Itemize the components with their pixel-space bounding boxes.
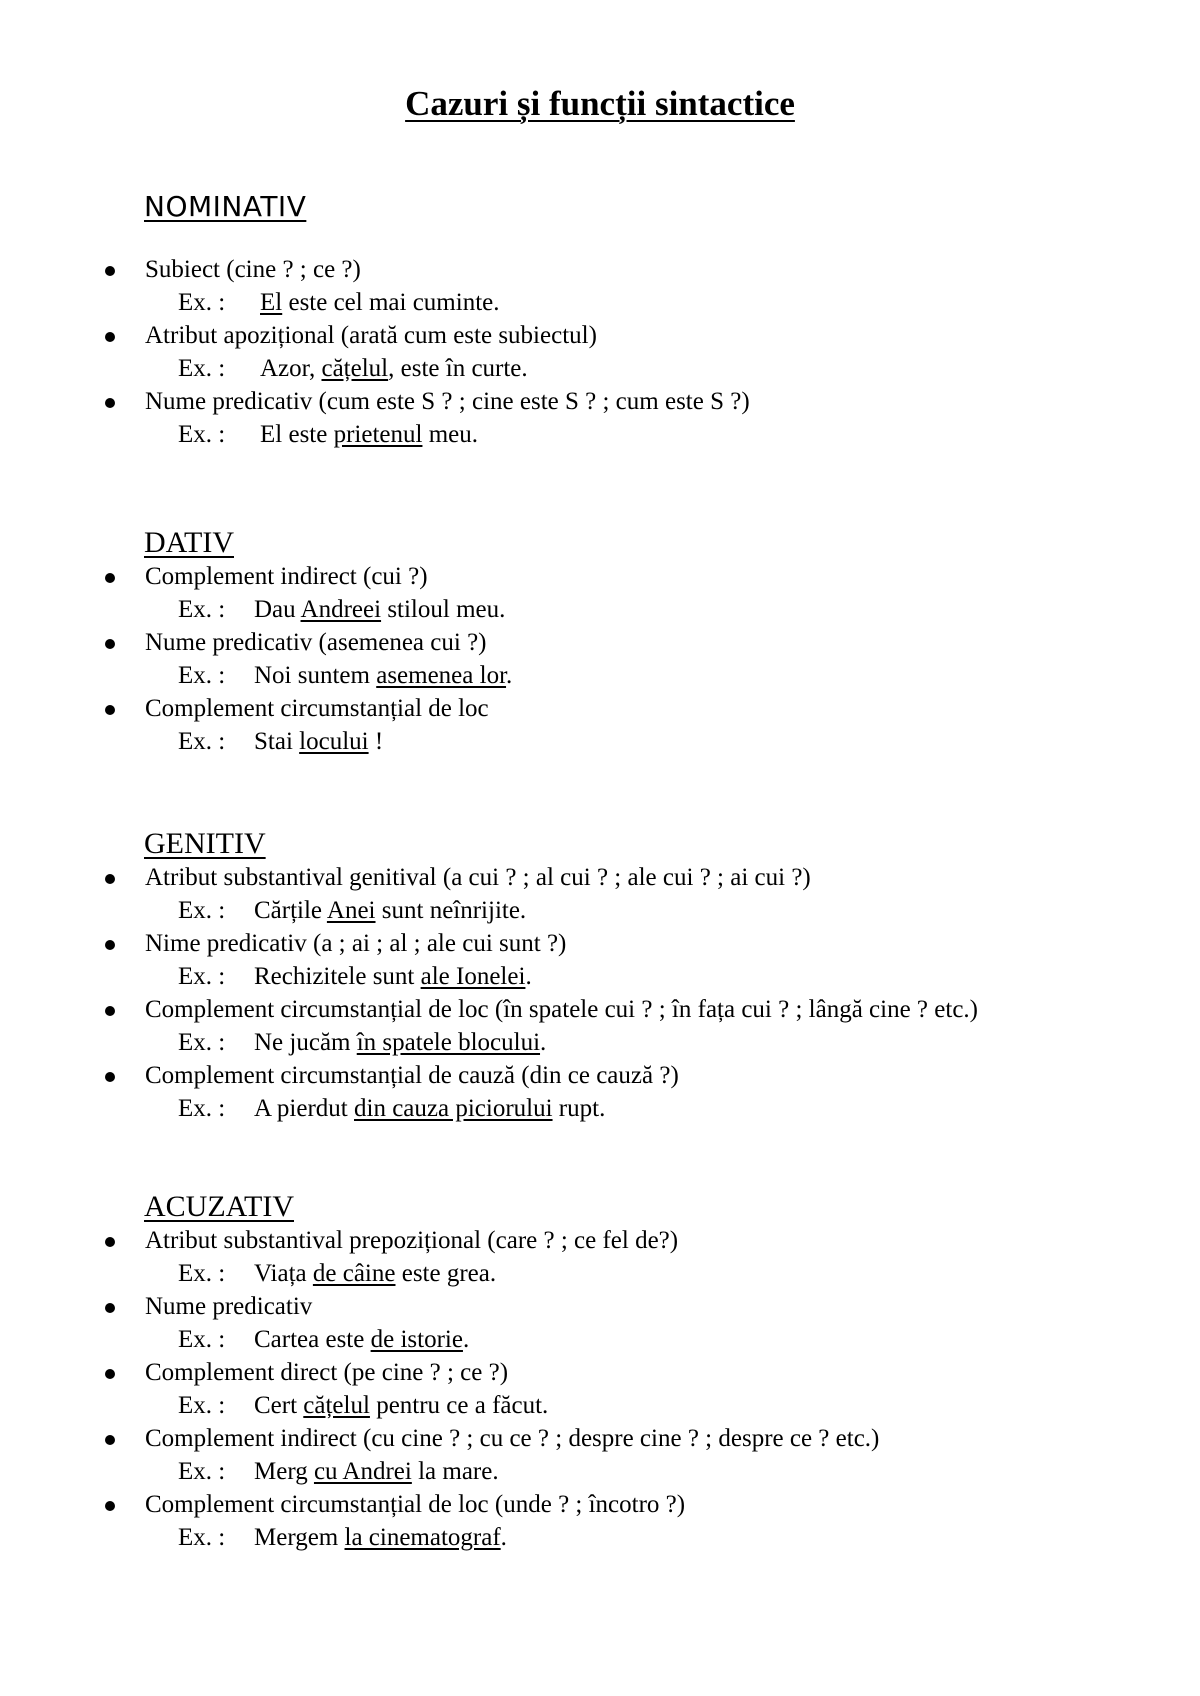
- example-underlined: din cauza piciorului: [354, 1095, 553, 1122]
- example-text-after: , este în curte.: [388, 355, 528, 382]
- list-item: [0, 1059, 1200, 1125]
- item-list: [0, 1224, 1200, 1554]
- section-heading: GENITIV: [144, 827, 266, 860]
- list-item: [0, 1290, 1200, 1356]
- bullet-icon: [105, 1072, 115, 1082]
- item-label: Nime predicativ (a ; ai ; al ; ale cui sunt ?): [145, 930, 567, 957]
- example-text-after: stiloul meu.: [381, 596, 506, 623]
- example-text-before: Azor,: [260, 355, 322, 382]
- example-text-after: !: [368, 728, 384, 755]
- example-underlined: de câine: [312, 1260, 396, 1287]
- bullet-icon: [105, 874, 115, 884]
- example-text-before: Mergem: [254, 1524, 345, 1551]
- bullet-icon: [105, 705, 115, 715]
- example-underlined: locului: [299, 728, 369, 755]
- example-text-after: .: [525, 963, 532, 990]
- example-prefix: Ex. :: [178, 355, 226, 382]
- example-text-before: Dau: [254, 596, 301, 623]
- example-text-after: meu.: [422, 421, 478, 448]
- item-example: [178, 960, 1200, 993]
- example-text-before: Cert: [254, 1392, 304, 1419]
- item-label: Nume predicativ (asemenea cui ?): [145, 629, 487, 656]
- bullet-icon: [105, 1435, 115, 1445]
- example-text-before: Merg: [254, 1458, 314, 1485]
- example-underlined: cățelul: [303, 1392, 370, 1419]
- item-list: [0, 253, 1200, 451]
- list-item: [0, 927, 1200, 993]
- item-example: [178, 659, 1200, 692]
- item-example: [178, 1092, 1200, 1125]
- list-item: [0, 1422, 1200, 1488]
- section-acuzativ: [0, 1190, 1200, 1554]
- bullet-icon: [105, 398, 115, 408]
- example-underlined: prietenul: [333, 421, 423, 448]
- item-example: [178, 1455, 1200, 1488]
- example-text-before: Rechizitele sunt: [254, 963, 421, 990]
- example-underlined: cățelul: [321, 355, 389, 382]
- example-prefix: Ex. :: [178, 1458, 226, 1485]
- example-prefix: Ex. :: [178, 1029, 226, 1056]
- bullet-icon: [105, 266, 115, 276]
- example-prefix: Ex. :: [178, 1095, 226, 1122]
- example-prefix: Ex. :: [178, 662, 226, 689]
- example-text-before: El este: [260, 421, 334, 448]
- item-example: [178, 1257, 1200, 1290]
- item-label: Complement circumstanțial de loc (unde ? ; încotro ?): [145, 1491, 686, 1518]
- item-label: Complement circumstanțial de cauză (din ce cauză ?): [145, 1062, 679, 1089]
- list-item: [0, 1224, 1200, 1290]
- example-text-after: este cel mai cuminte.: [282, 289, 500, 316]
- list-item: [0, 560, 1200, 626]
- example-prefix: Ex. :: [178, 728, 226, 755]
- item-example: [178, 286, 1200, 319]
- example-prefix: Ex. :: [178, 897, 226, 924]
- example-underlined: El: [260, 289, 283, 316]
- item-example: [178, 894, 1200, 927]
- example-prefix: Ex. :: [178, 289, 226, 316]
- example-underlined: de istorie: [370, 1326, 463, 1353]
- example-underlined: în spatele blocului: [356, 1029, 541, 1056]
- list-item: [0, 692, 1200, 758]
- section-dativ: [0, 526, 1200, 758]
- example-underlined: la cinematograf: [344, 1524, 501, 1551]
- example-prefix: Ex. :: [178, 1524, 226, 1551]
- example-prefix: Ex. :: [178, 596, 226, 623]
- example-text-after: la mare.: [411, 1458, 499, 1485]
- item-example: [178, 1521, 1200, 1554]
- item-label: Subiect (cine ? ; ce ?): [145, 256, 361, 283]
- item-example: [178, 352, 1200, 385]
- bullet-icon: [105, 1369, 115, 1379]
- list-item: [0, 1356, 1200, 1422]
- list-item: [0, 253, 1200, 319]
- example-underlined: asemenea lor: [376, 662, 507, 689]
- example-underlined: Anei: [326, 897, 376, 924]
- example-text-after: .: [500, 1524, 507, 1551]
- example-text-before: Cartea este: [254, 1326, 371, 1353]
- item-label: Atribut substantival prepozițional (care ? ; ce fel de?): [145, 1227, 679, 1254]
- document-title: Cazuri și funcții sintactice: [405, 84, 795, 123]
- item-example: [178, 1323, 1200, 1356]
- example-prefix: Ex. :: [178, 1392, 226, 1419]
- example-prefix: Ex. :: [178, 1260, 226, 1287]
- example-prefix: Ex. :: [178, 421, 226, 448]
- bullet-icon: [105, 940, 115, 950]
- example-text-after: sunt neînrijite.: [375, 897, 527, 924]
- item-label: Complement circumstanțial de loc (în spatele cui ? ; în fața cui ? ; lângă cine ? etc.): [145, 996, 978, 1023]
- item-label: Nume predicativ (cum este S ? ; cine este S ? ; cum este S ?): [145, 388, 750, 415]
- item-label: Complement circumstanțial de loc: [145, 695, 489, 722]
- example-text-before: Stai: [254, 728, 300, 755]
- bullet-icon: [105, 1237, 115, 1247]
- item-list: [0, 861, 1200, 1125]
- example-underlined: Andreei: [300, 596, 382, 623]
- item-label: Atribut apozițional (arată cum este subiectul): [145, 322, 597, 349]
- list-item: [0, 319, 1200, 385]
- item-label: Complement indirect (cu cine ? ; cu ce ? ; despre cine ? ; despre ce ? etc.): [145, 1425, 880, 1452]
- section-heading: NOMINATIV: [144, 190, 307, 223]
- example-text-after: .: [540, 1029, 547, 1056]
- item-label: Complement direct (pe cine ? ; ce ?): [145, 1359, 509, 1386]
- list-item: [0, 993, 1200, 1059]
- section-heading: DATIV: [144, 526, 234, 559]
- item-label: Complement indirect (cui ?): [145, 563, 428, 590]
- item-example: [178, 725, 1200, 758]
- example-text-before: A pierdut: [254, 1095, 354, 1122]
- bullet-icon: [105, 1501, 115, 1511]
- example-text-after: .: [462, 1326, 470, 1353]
- example-prefix: Ex. :: [178, 1326, 226, 1353]
- example-text-before: Noi suntem: [254, 662, 377, 689]
- example-text-before: Cărțile: [254, 897, 327, 924]
- item-label: Nume predicativ: [145, 1293, 313, 1320]
- bullet-icon: [105, 1303, 115, 1313]
- section-heading: ACUZATIV: [144, 1190, 294, 1223]
- example-underlined: cu Andrei: [313, 1458, 412, 1485]
- example-text-before: Ne jucăm: [254, 1029, 357, 1056]
- item-example: [178, 1389, 1200, 1422]
- list-item: [0, 861, 1200, 927]
- item-list: [0, 560, 1200, 758]
- example-text-before: Viața: [254, 1260, 313, 1287]
- example-text-after: .: [506, 662, 513, 689]
- bullet-icon: [105, 639, 115, 649]
- bullet-icon: [105, 332, 115, 342]
- list-item: [0, 385, 1200, 451]
- section-nominativ: [0, 190, 1200, 451]
- list-item: [0, 626, 1200, 692]
- example-text-after: este grea.: [395, 1260, 497, 1287]
- section-genitiv: [0, 827, 1200, 1125]
- example-text-after: pentru ce a făcut.: [369, 1392, 549, 1419]
- example-underlined: ale Ionelei: [420, 963, 526, 990]
- item-label: Atribut substantival genitival (a cui ? ; al cui ? ; ale cui ? ; ai cui ?): [145, 864, 811, 891]
- bullet-icon: [105, 1006, 115, 1016]
- example-prefix: Ex. :: [178, 963, 226, 990]
- item-example: [178, 418, 1200, 451]
- list-item: [0, 1488, 1200, 1554]
- bullet-icon: [105, 573, 115, 583]
- example-text-after: rupt.: [552, 1095, 606, 1122]
- item-example: [178, 593, 1200, 626]
- item-example: [178, 1026, 1200, 1059]
